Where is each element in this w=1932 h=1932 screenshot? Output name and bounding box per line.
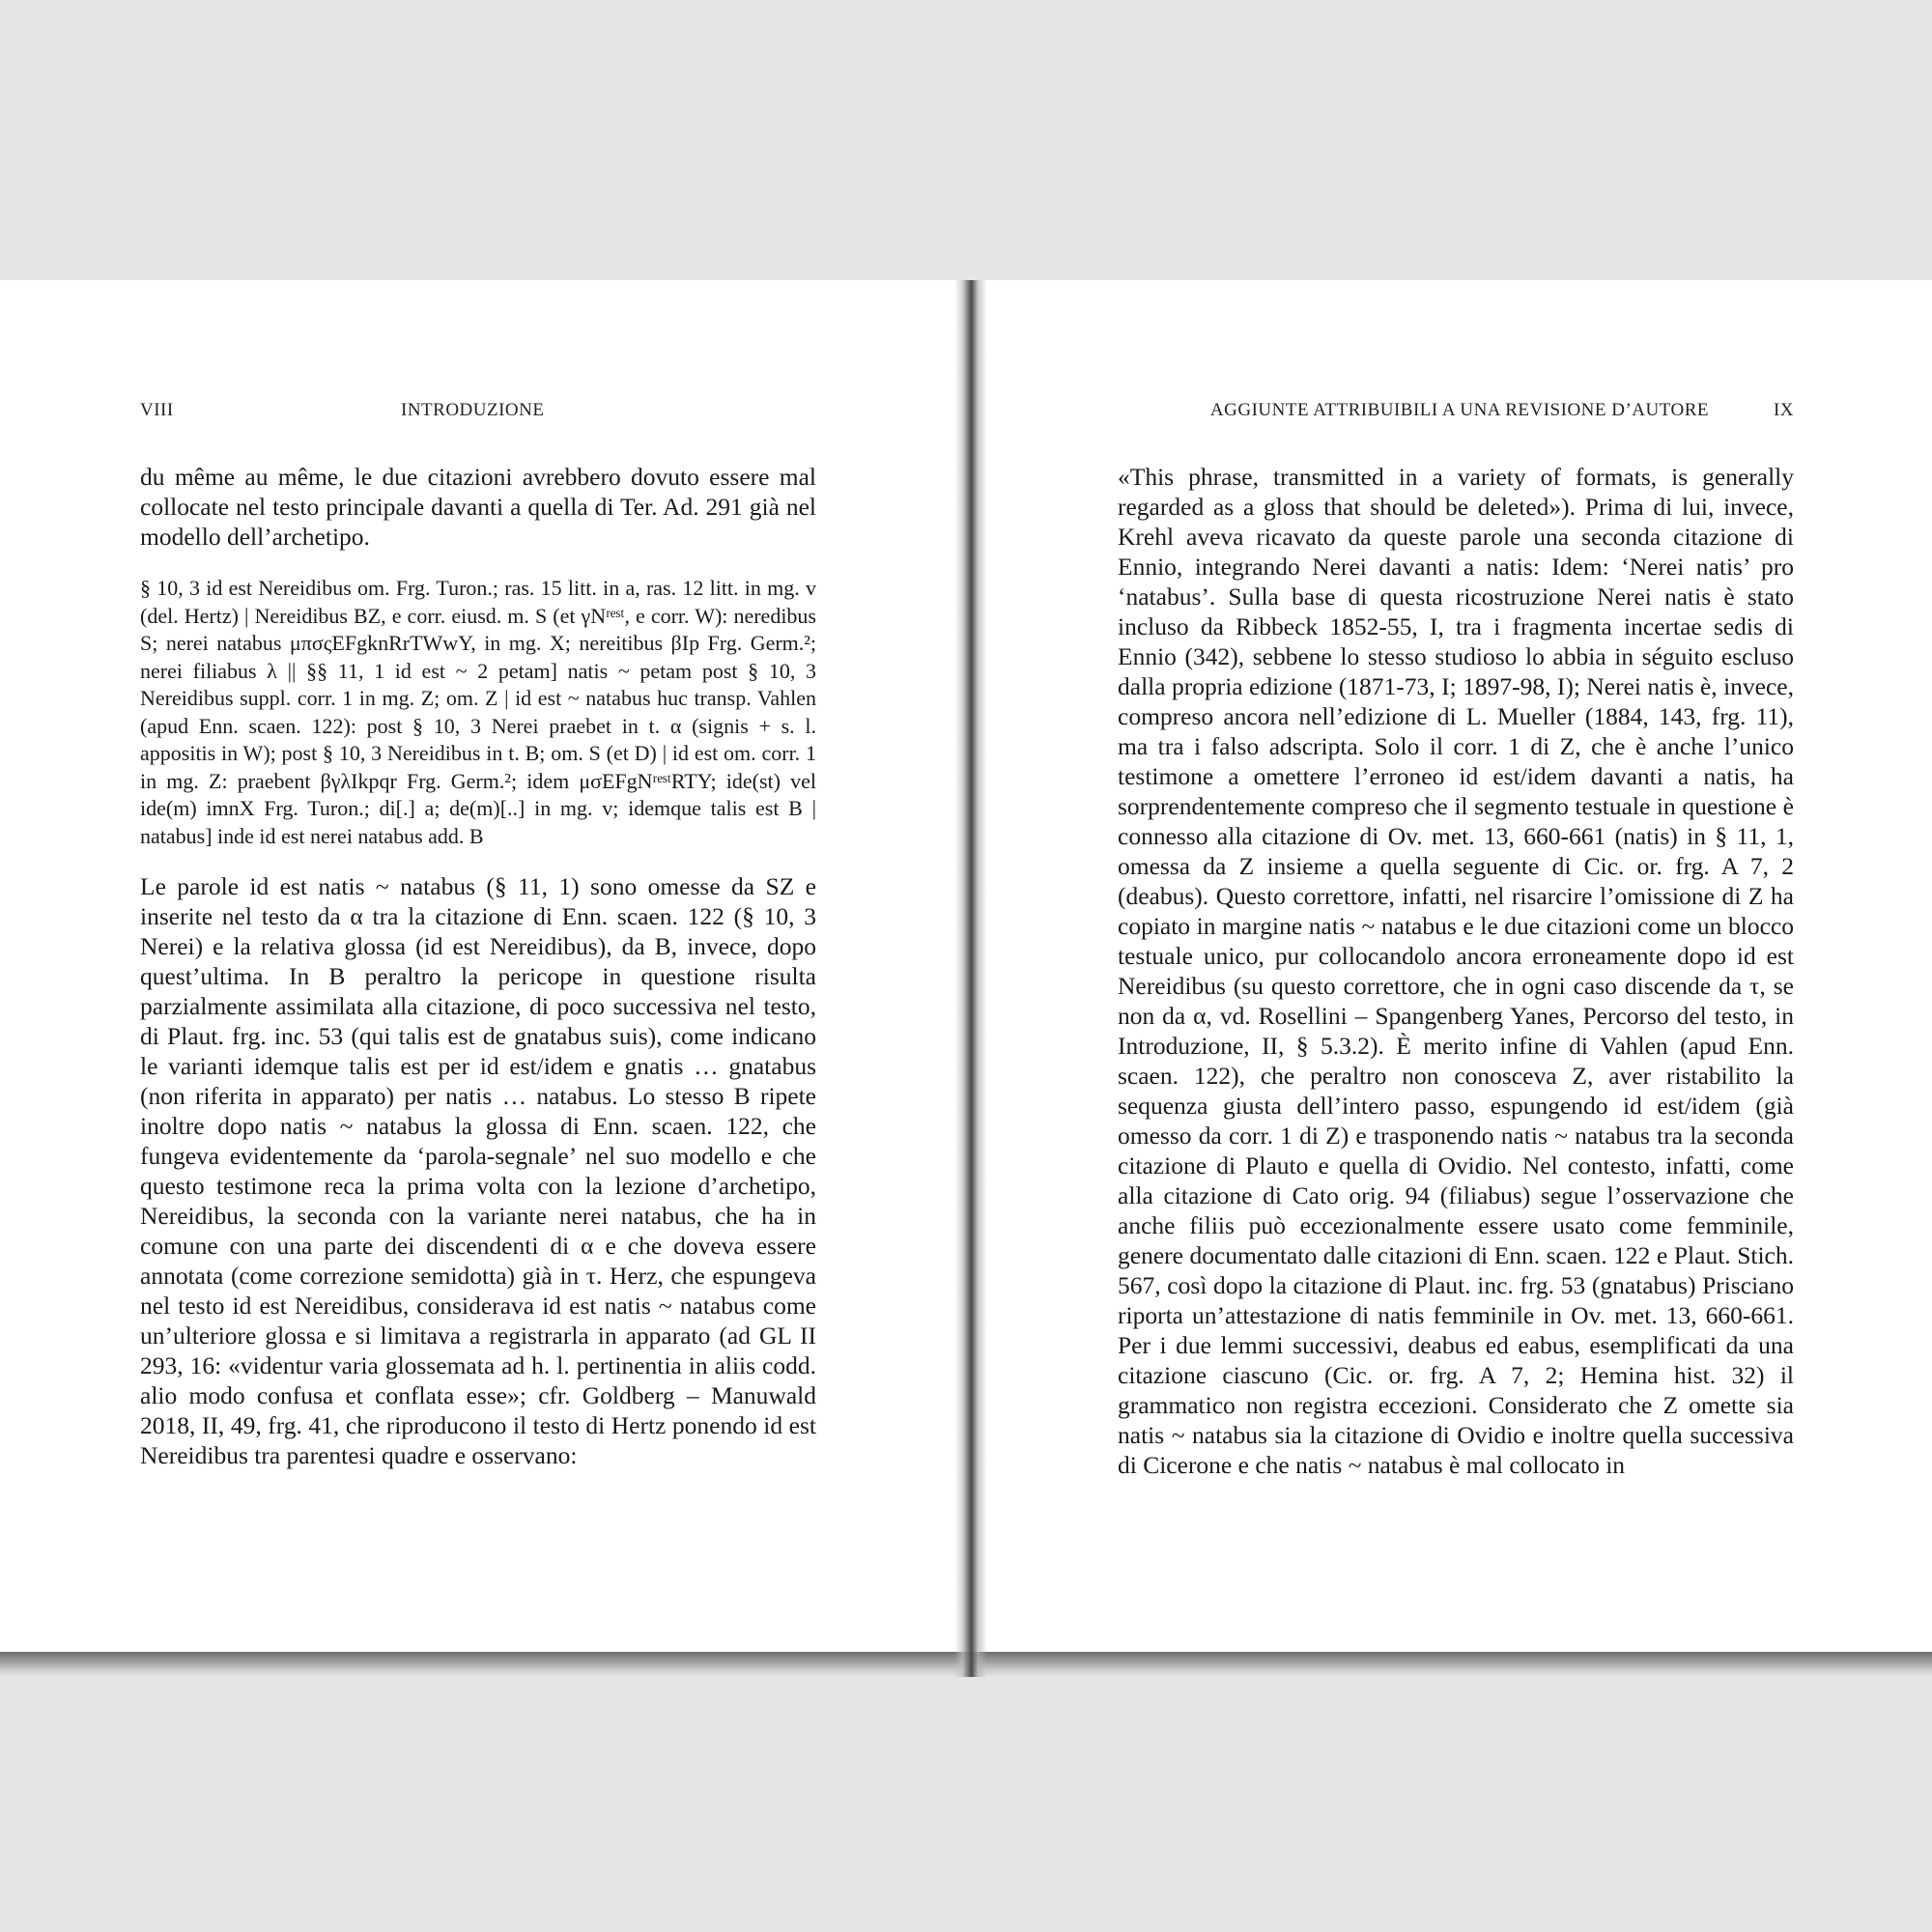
right-running-head xyxy=(1118,400,1794,423)
left-running-head xyxy=(140,400,816,423)
left-paragraph-2: Le parole id est natis ~ natabus (§ 11, 1) sono omesse da SZ e inserite nel testo da α tra la citazione di Enn. scaen. 122 (§ 10, 3 Nerei) e la relativa glossa (id est Nereidibus), da B, invece, dopo quest’ultima. In B peraltro la pericope in questione risulta parzialmente assimilata alla citazione, di poco successiva nel testo, di Plaut. frg. inc. 53 (qui talis est de gnatabus suis), come indicano le varianti idemque talis est per id est/idem e gnatis … gnatabus (non riferita in apparato) per natis … natabus. Lo stesso B ripete inoltre dopo natis ~ natabus la glossa di Enn. scaen. 122, che fungeva evidentemente da ‘parola-segnale’ nel suo modello e che questo testimone reca la prima volta con la lezione d’archetipo, Nereidibus, la seconda con la variante nerei natabus, che ha in comune con una parte dei discendenti di α e che doveva essere annotata (come correzione semidotta) già in τ. Herz, che espungeva nel testo id est Nereidibus, considerava id est natis ~ natabus come un’ulteriore glossa e si limitava a registrarla in apparato (ad GL II 293, 16: «videntur varia glossemata ad h. l. pertinentia in aliis codd. alio modo confusa et conflata esse»; cfr. Goldberg – Manuwald 2018, II, 49, frg. 41, che riproducono il testo di Hertz ponendo id est Nereidibus tra parentesi quadre e osservano: xyxy=(140,872,816,1469)
right-paragraph-1: «This phrase, transmitted in a variety of formats, is generally regarded as a gloss that should be deleted»). Prima di lui, invece, Krehl aveva ricavato da queste parole una seconda citazione di Ennio, integrando Nerei davanti a natis: Idem: ‘Nerei natis’ pro ‘natabus’. Sulla base di questa ricostruzione Nerei natis è stato incluso da Ribbeck 1852-55, I, tra i fragmenta incertae sedis di Ennio (342), sebbene lo stesso studioso lo abbia in séguito escluso dalla propria edizione (1871-73, I; 1897-98, I); Nerei natis è, invece, compreso ancora nell’edizione di L. Mueller (1884, 143, frg. 11), ma tra i falso adscripta. Solo il corr. 1 di Z, che è anche l’unico testimone a omettere l’erroneo id est/idem davanti a natis, ha sorprendentemente compreso che il segmento testuale in questione è connesso alla citazione di Ov. met. 13, 660-661 (natis) in § 11, 1, omessa da Z insieme a quella seguente di Cic. or. frg. A 7, 2 (deabus). Questo correttore, infatti, nel risarcire l’omissione di Z ha copiato in margine natis ~ natabus e le due citazioni come un blocco testuale unico, pur collocandolo ancora erroneamente dopo id est Nereidibus (su questo correttore, che in ogni caso discende da τ, se non da α, vd. Rosellini – Spangenberg Yanes, Percorso del testo, in Introduzione, II, § 5.3.2). È merito infine di Vahlen (apud Enn. scaen. 122), che peraltro non conosceva Z, aver ristabilito la sequenza giusta dell’intero passo, espungendo id est/idem (già omesso da corr. 1 di Z) e trasponendo natis ~ natabus tra la seconda citazione di Plauto e quella di Ovidio. Nel contesto, infatti, come alla citazione di Cato orig. 94 (filiabus) segue l’osservazione che anche filiis può eccezionalmente essere usato come femminile, genere documentato dalle citazioni di Enn. scaen. 122 e Plaut. Stich. 567, così dopo la citazione di Plaut. inc. frg. 53 (gnatabus) Prisciano riporta un’attestazione di natis femminile in Ov. met. 13, 660-661. Per i due lemmi successivi, deabus ed eabus, esemplificati da una citazione ciascuno (Cic. or. frg. A 7, 2; Hemina hist. 32) il grammatico non registra eccezioni. Considerato che Z omette sia natis ~ natabus sia la citazione di Ovidio e inoltre quella successiva di Cicerone e che natis ~ natabus è mal collocato in xyxy=(1118,463,1794,1479)
page-number-left: VIII xyxy=(140,400,174,420)
right-body xyxy=(1118,462,1794,1480)
running-title-left: INTRODUZIONE xyxy=(401,400,545,420)
running-title-right: AGGIUNTE ATTRIBUIBILI A UNA REVISIONE D’AUTORE xyxy=(1209,400,1709,420)
critical-apparatus: § 10, 3 id est Nereidibus om. Frg. Turon.; ras. 15 litt. in a, ras. 12 litt. in mg. v (del. Hertz) | Nereidibus BZ, e corr. eiusd. m. S (et γNʳᵉˢᵗ, e corr. W): neredibus S; nerei natabus μπσςEFgknRrTWwY, in mg. X; nereitibus βIp Frg. Germ.²; nerei filiabus λ || §§ 11, 1 id est ~ 2 petam] natis ~ petam post § 10, 3 Nereidibus suppl. corr. 1 in mg. Z; om. Z | id est ~ natabus huc transp. Vahlen (apud Enn. scaen. 122): post § 10, 3 Nerei praebet in t. α (signis + s. l. appositis in W); post § 10, 3 Nereidibus in t. B; om. S (et D) | id est om. corr. 1 in mg. Z: praebent βγλIkpqr Frg. Germ.²; idem μσEFgNʳᵉˢᵗRTY; ide(st) vel ide(m) imnX Frg. Turon.; di[.] a; de(m)[..] in mg. v; idemque talis est B | natabus] inde id est nerei natabus add. B xyxy=(140,576,816,848)
page-number-right: IX xyxy=(1773,400,1794,420)
left-body xyxy=(140,462,816,1470)
left-paragraph-1: du même au même, le due citazioni avrebbero dovuto essere mal collocate nel testo principale davanti a quella di Ter. Ad. 291 già nel modello dell’archetipo. xyxy=(140,463,816,551)
book-gutter xyxy=(954,280,987,1677)
